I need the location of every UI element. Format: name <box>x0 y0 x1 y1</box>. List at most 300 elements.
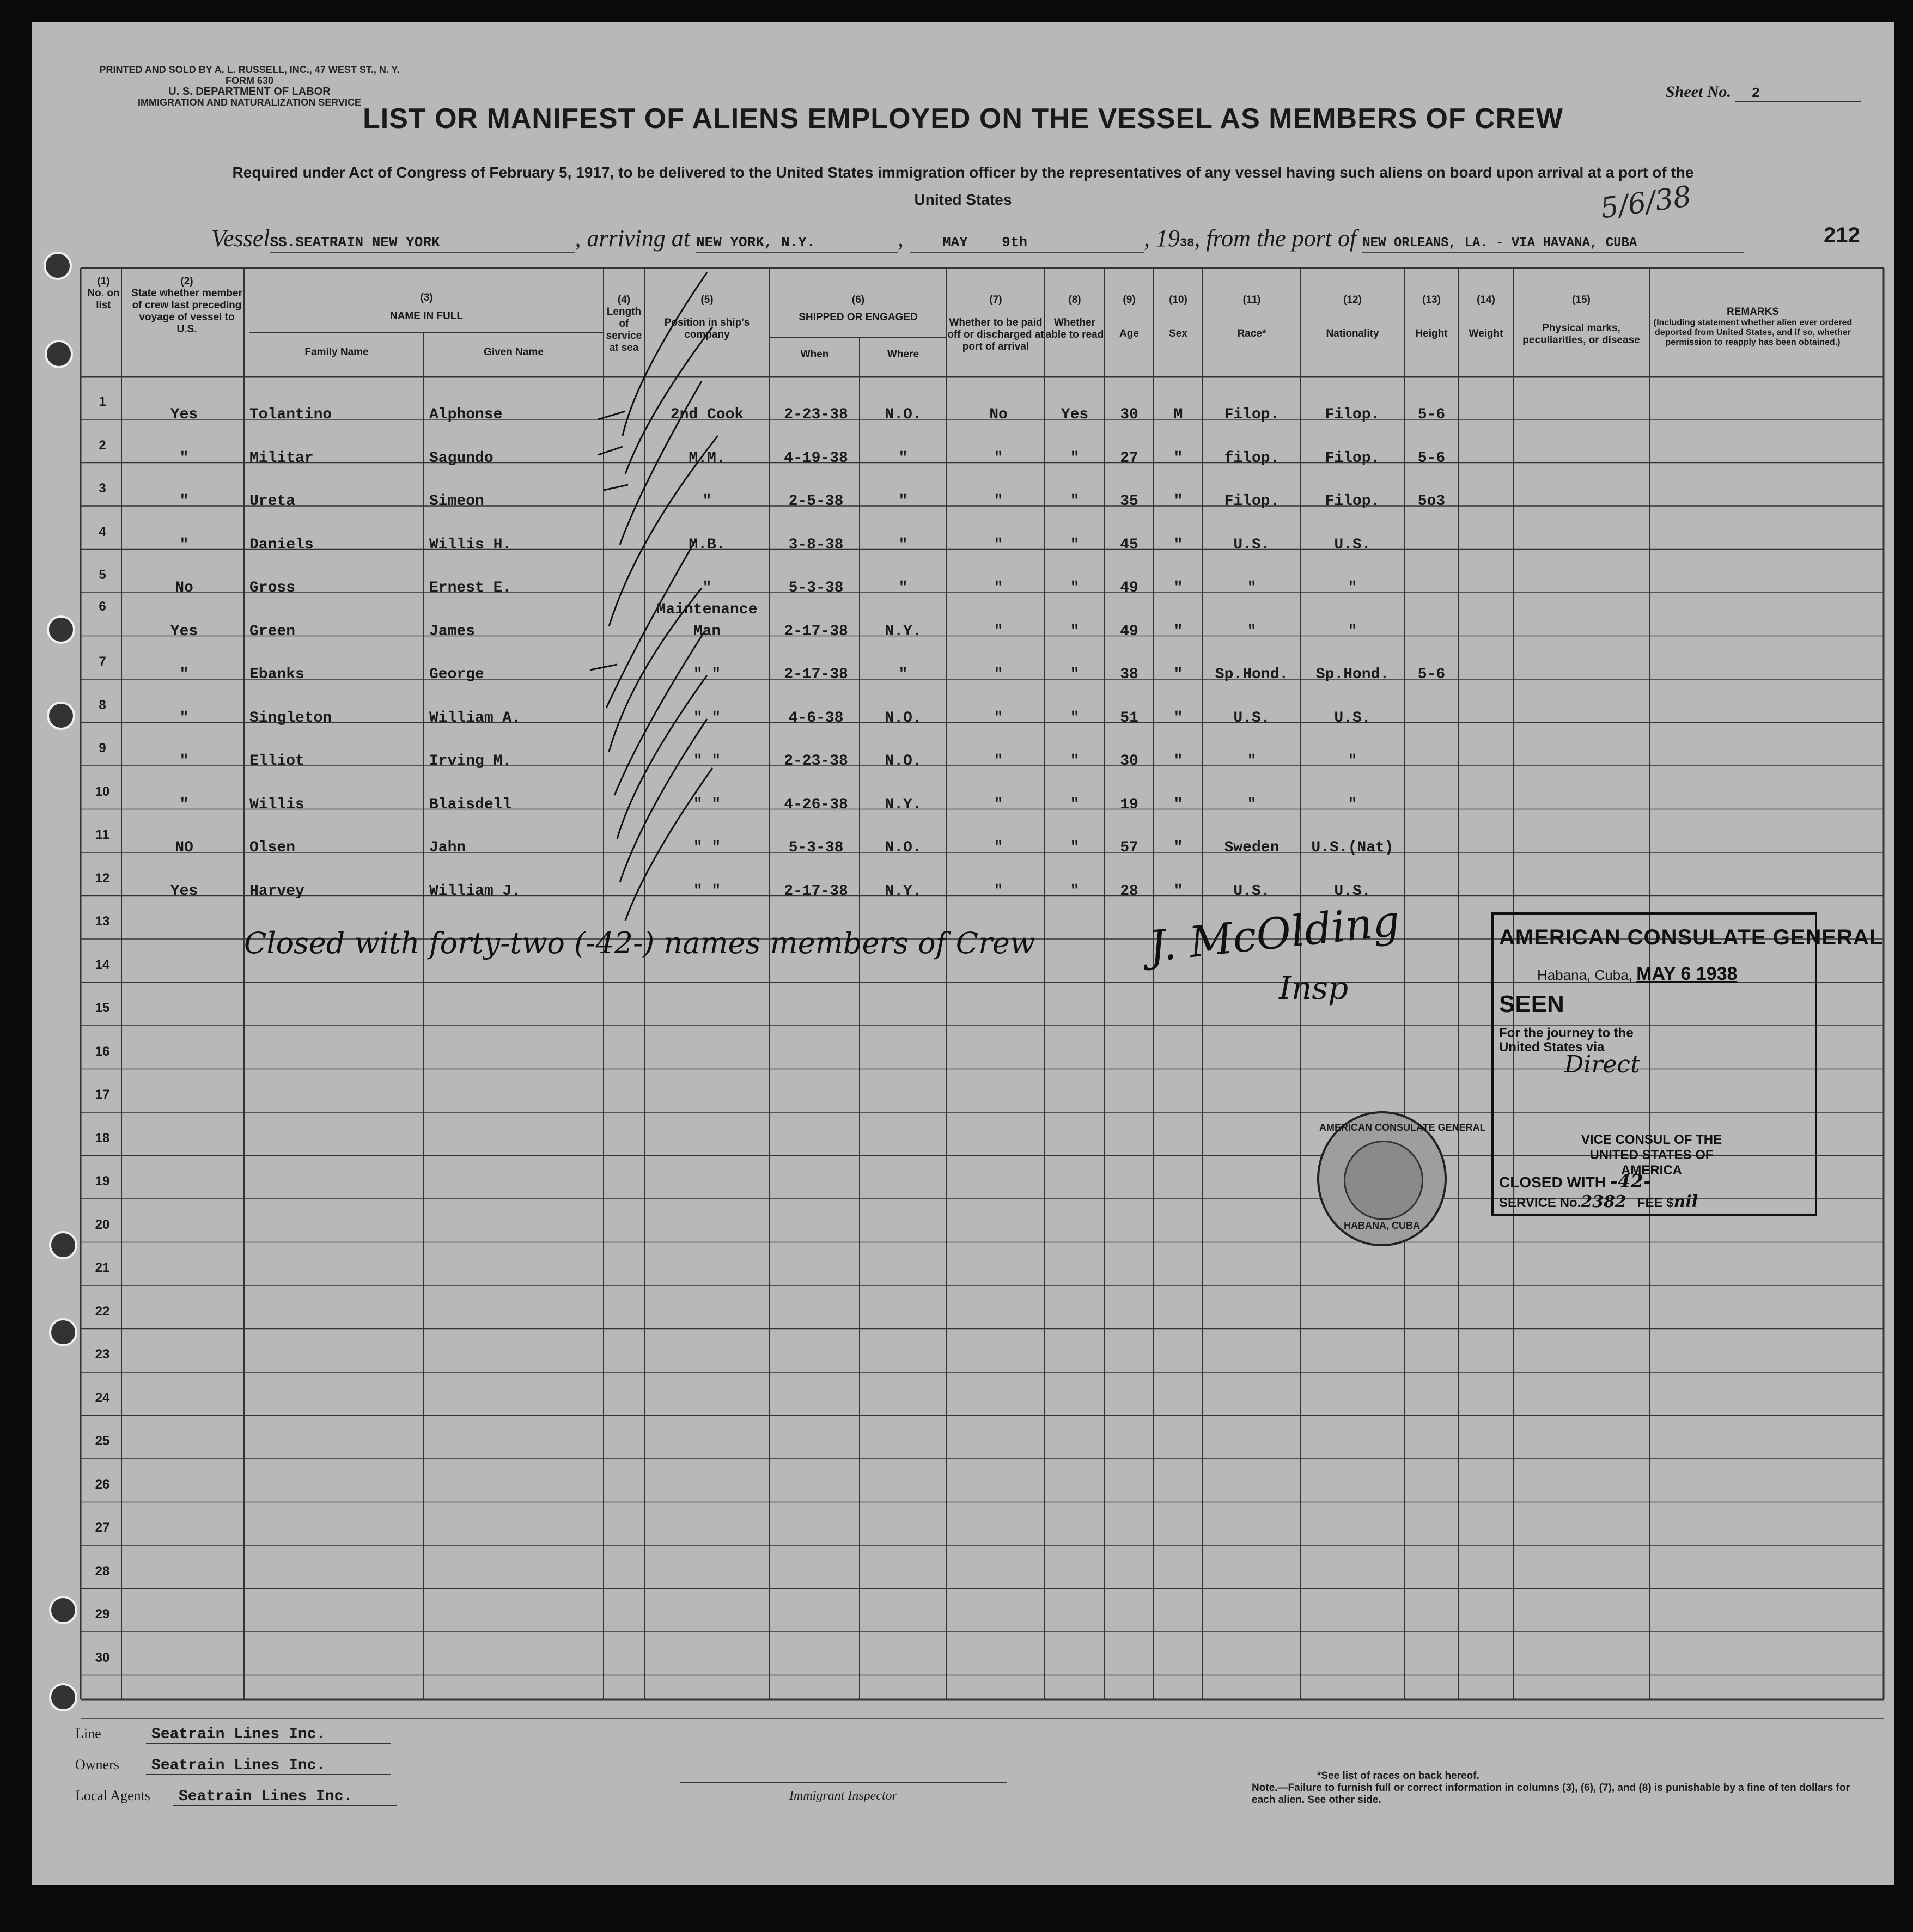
race-cell: " <box>1247 753 1257 770</box>
punch-hole <box>49 1596 77 1624</box>
family-cell: Ureta <box>249 493 296 510</box>
family-cell: Harvey <box>249 882 304 900</box>
where-cell: " <box>898 666 908 683</box>
remarks-header <box>1649 294 1856 348</box>
race-cell: Sp.Hond. <box>1215 666 1289 683</box>
punch-hole <box>47 615 75 644</box>
pos-cell: " <box>702 580 712 596</box>
read-cell: " <box>1070 449 1080 467</box>
sex-cell: " <box>1173 709 1183 727</box>
where-cell: N.O. <box>885 839 922 856</box>
paid-cell: " <box>994 839 1003 856</box>
race-cell: U.S. <box>1233 536 1270 553</box>
col-12-header <box>1301 294 1404 340</box>
stamp-place-date <box>1537 964 1737 985</box>
col-label: Whether able to read <box>1045 317 1104 340</box>
prev-cell: Yes <box>170 623 198 640</box>
row-number: 14 <box>95 957 110 972</box>
col-label: Weight <box>1469 328 1503 339</box>
col-14-header <box>1459 294 1513 340</box>
row-number: 10 <box>95 784 110 799</box>
fee-value: nil <box>1673 1192 1698 1211</box>
col-9-header <box>1105 294 1154 340</box>
col-label: Nationality <box>1326 328 1379 339</box>
col-number: (7) <box>989 294 1002 306</box>
paid-cell: No <box>989 406 1008 423</box>
where-cell: N.Y. <box>885 796 922 813</box>
where-cell: N.Y. <box>885 623 922 640</box>
pos-cell: " " <box>693 839 721 856</box>
race-note: *See list of races on back hereof. <box>1317 1770 1479 1782</box>
when-header: When <box>800 349 829 360</box>
age-cell: 49 <box>1120 580 1138 596</box>
read-cell: " <box>1070 882 1080 900</box>
page-subtitle: Required under Act of Congress of February 5, 1917, to be delivered to the United States immigration officer by the representatives of any vessel having such aliens on board upon arrival at a port of the United States <box>232 164 1694 208</box>
row-number: 17 <box>95 1087 110 1102</box>
where-cell: N.O. <box>885 709 922 727</box>
footer-agents-label: Local Agents <box>75 1788 150 1803</box>
col-number: (9) <box>1123 294 1136 306</box>
vessel-label: Vessel <box>211 225 270 252</box>
age-cell: 35 <box>1120 493 1138 510</box>
footer-agents <box>75 1788 397 1806</box>
col-7-header <box>947 294 1045 353</box>
family-cell: Daniels <box>249 536 314 553</box>
read-cell: " <box>1070 580 1080 596</box>
sex-cell: " <box>1173 796 1183 813</box>
pos-cell: " " <box>693 709 721 727</box>
family-cell: Singleton <box>249 709 332 727</box>
row-number: 28 <box>95 1563 110 1578</box>
read-cell: " <box>1070 753 1080 770</box>
col-label: Height <box>1415 328 1448 339</box>
given-cell: Willis H. <box>429 536 512 553</box>
family-cell: Militar <box>249 449 314 467</box>
consulate-stamp <box>1491 912 1884 1216</box>
where-header: Where <box>887 349 919 360</box>
race-cell: U.S. <box>1233 882 1270 900</box>
form-number: FORM 630 <box>225 75 274 86</box>
nat-cell: Filop. <box>1325 406 1380 423</box>
row-number: 22 <box>95 1303 110 1319</box>
age-cell: 30 <box>1120 406 1138 423</box>
stamp-service <box>1499 1192 1698 1211</box>
prev-cell: " <box>179 493 189 510</box>
nat-cell: U.S. <box>1334 709 1371 727</box>
stamp-vice-consul: VICE CONSUL OF THE UNITED STATES OF AMERICA <box>1581 1132 1722 1178</box>
pos-cell: " " <box>693 753 721 770</box>
race-cell: " <box>1247 623 1257 640</box>
arrival-day: 9th <box>1002 234 1028 251</box>
row-number: 21 <box>95 1260 110 1275</box>
arriving-port: NEW YORK, N.Y. <box>696 234 898 253</box>
row-number: 30 <box>95 1650 110 1665</box>
year-prefix: 19 <box>1155 225 1180 252</box>
remarks-instructions: (Including statement whether alien ever ordered deported from United States, and if so, whether permission to reapply has been obtained.) <box>1653 318 1853 347</box>
given-cell: Blaisdell <box>429 796 512 813</box>
col-number: (6) <box>851 294 865 306</box>
row-number: 13 <box>95 914 110 929</box>
year-suffix: 38 <box>1179 236 1195 250</box>
prev-cell: " <box>179 449 189 467</box>
row-number: 15 <box>95 1001 110 1015</box>
col-label: NAME IN FULL <box>389 310 464 322</box>
footer-agents-value: Seatrain Lines Inc. <box>173 1788 397 1806</box>
col-number: (3) <box>420 292 433 303</box>
pos-cell: " " <box>693 796 721 813</box>
row-number: 27 <box>95 1520 110 1535</box>
nat-cell: " <box>1348 623 1357 640</box>
stamp-place: Habana, Cuba, <box>1537 967 1632 983</box>
row-number: 5 <box>99 568 106 582</box>
race-cell: filop. <box>1224 449 1280 467</box>
prev-cell: Yes <box>170 882 198 900</box>
prev-cell: Yes <box>170 406 198 423</box>
pos-cell: 2nd Cook <box>670 406 744 423</box>
row-number: 4 <box>99 524 106 539</box>
when-cell: 2-23-38 <box>784 753 848 770</box>
prev-cell: " <box>179 709 189 727</box>
paid-cell: " <box>994 709 1003 727</box>
nat-cell: " <box>1348 753 1357 770</box>
col-number: (2) <box>180 276 193 287</box>
service-label: SERVICE No. <box>1499 1196 1581 1210</box>
col-label: Age <box>1119 328 1139 339</box>
age-cell: 30 <box>1120 753 1138 770</box>
given-cell: Simeon <box>429 493 484 510</box>
race-cell: Filop. <box>1224 406 1280 423</box>
family-cell: Willis <box>249 796 304 813</box>
given-cell: William A. <box>429 709 521 727</box>
col-label: Length of service at sea <box>606 306 642 354</box>
read-cell: " <box>1070 493 1080 510</box>
row-number: 29 <box>95 1607 110 1622</box>
nat-cell: Filop. <box>1325 493 1380 510</box>
family-cell: Tolantino <box>249 406 332 423</box>
given-cell: Alphonse <box>429 406 503 423</box>
row-number: 1 <box>99 394 106 409</box>
col-label: No. on list <box>87 288 120 311</box>
row-number: 7 <box>99 654 106 669</box>
col-number: (15) <box>1572 294 1591 306</box>
row-number: 6 <box>99 599 106 614</box>
sex-cell: " <box>1173 882 1183 900</box>
given-cell: Irving M. <box>429 753 512 770</box>
prev-cell: No <box>175 580 193 596</box>
when-cell: 2-17-38 <box>784 882 848 900</box>
when-cell: 4-19-38 <box>784 449 848 467</box>
paid-cell: " <box>994 796 1003 813</box>
where-cell: N.Y. <box>885 882 922 900</box>
col-number: (13) <box>1422 294 1441 306</box>
col-number: (5) <box>700 294 714 306</box>
row-number: 16 <box>95 1044 110 1059</box>
sheet-number-value: 2 <box>1735 85 1861 102</box>
prev-cell: " <box>179 536 189 553</box>
row-number: 23 <box>95 1347 110 1362</box>
col-2-header <box>130 276 244 336</box>
sex-cell: " <box>1173 449 1183 467</box>
paid-cell: " <box>994 493 1003 510</box>
row-number: 11 <box>95 827 109 842</box>
paid-cell: " <box>994 623 1003 640</box>
service-check-marks <box>590 272 718 921</box>
service-name: IMMIGRATION AND NATURALIZATION SERVICE <box>138 97 361 108</box>
height-cell: 5-6 <box>1417 406 1446 423</box>
race-cell: Sweden <box>1224 839 1280 856</box>
inspector-title: Insp <box>1279 970 1349 1007</box>
age-cell: 51 <box>1120 709 1138 727</box>
seal-top-text: AMERICAN CONSULATE GENERAL <box>1319 1122 1486 1133</box>
from-label: , from the port of <box>1194 225 1357 252</box>
race-cell: " <box>1247 796 1257 813</box>
paid-cell: " <box>994 580 1003 596</box>
vessel-line: VesselSS.SEATRAIN NEW YORK , arriving at NEW YORK, N.Y. , MAY 9th , 1938, from the port of NEW ORLEANS, LA. - VIA HAVANA, CUBA <box>211 224 1744 253</box>
sex-cell: " <box>1173 753 1183 770</box>
sex-cell: " <box>1173 666 1183 683</box>
row-number: 8 <box>99 697 106 712</box>
punch-hole <box>49 1318 77 1346</box>
height-cell: 5-6 <box>1417 666 1446 683</box>
nat-cell: Filop. <box>1325 449 1380 467</box>
punch-hole <box>45 340 73 368</box>
row-number: 24 <box>95 1390 110 1405</box>
inspector-label: Immigrant Inspector <box>789 1789 897 1803</box>
col-15-header <box>1513 294 1649 346</box>
when-cell: 4-26-38 <box>784 796 848 813</box>
read-cell: " <box>1070 623 1080 640</box>
given-cell: Sagundo <box>429 449 494 467</box>
row-number: 19 <box>95 1174 110 1189</box>
service-value: 2382 <box>1581 1192 1626 1211</box>
seal-bottom-text: HABANA, CUBA <box>1344 1220 1420 1231</box>
given-cell: Jahn <box>429 839 466 856</box>
stamp-via: Direct <box>1564 1051 1640 1078</box>
footer-line-value: Seatrain Lines Inc. <box>146 1726 391 1744</box>
when-cell: 2-17-38 <box>784 623 848 640</box>
read-cell: Yes <box>1061 406 1089 423</box>
penalty-note: Note.—Failure to furnish full or correct information in columns (3), (6), (7), and (8) is punishable by a fine of ten dollars for each alien. See other side. <box>1252 1782 1850 1806</box>
where-cell: " <box>898 536 908 553</box>
footer-owners-value: Seatrain Lines Inc. <box>146 1757 391 1775</box>
row-number: 25 <box>95 1434 110 1448</box>
pos-cell: M.M. <box>689 449 726 467</box>
sex-cell: " <box>1173 623 1183 640</box>
position-cell: Maintenance <box>656 601 758 618</box>
when-cell: 2-17-38 <box>784 666 848 683</box>
where-cell: " <box>898 449 908 467</box>
height-cell: 5-6 <box>1417 449 1446 467</box>
inspector-signature-line <box>680 1782 1007 1783</box>
row-number: 9 <box>99 741 106 755</box>
when-cell: 5-3-38 <box>788 839 844 856</box>
read-cell: " <box>1070 709 1080 727</box>
when-cell: 2-23-38 <box>784 406 848 423</box>
punch-hole <box>49 1683 77 1711</box>
given-cell: William J. <box>429 882 521 900</box>
family-cell: Olsen <box>249 839 296 856</box>
department-name: U. S. DEPARTMENT OF LABOR <box>168 86 331 97</box>
consulate-seal <box>1317 1111 1486 1246</box>
height-cell: 5o3 <box>1417 493 1446 510</box>
where-cell: N.O. <box>885 406 922 423</box>
arrival-month: MAY <box>942 234 968 251</box>
prev-cell: NO <box>175 839 193 856</box>
col-number: (14) <box>1477 294 1495 306</box>
col-number: (11) <box>1242 294 1261 306</box>
family-cell: Green <box>249 623 296 640</box>
paid-cell: " <box>994 536 1003 553</box>
pos-cell: " " <box>693 666 721 683</box>
col-10-header <box>1154 294 1203 340</box>
col-5-header <box>644 294 770 341</box>
sheet-number-label: Sheet No. <box>1666 83 1731 101</box>
punch-hole <box>47 702 75 730</box>
stamp-journey-text: For the journey to the United States via <box>1499 1026 1634 1055</box>
nat-cell: U.S.(Nat) <box>1311 839 1394 856</box>
family-cell: Elliot <box>249 753 304 770</box>
sex-cell: " <box>1173 493 1183 510</box>
family-name-header: Family Name <box>304 346 369 358</box>
row-number: 18 <box>95 1130 110 1145</box>
page-title: LIST OR MANIFEST OF ALIENS EMPLOYED ON THE VESSEL AS MEMBERS OF CREW <box>363 103 1563 135</box>
col-6-header <box>770 294 947 324</box>
sex-cell: " <box>1173 580 1183 596</box>
where-cell: " <box>898 580 908 596</box>
col-8-header <box>1045 294 1105 341</box>
given-cell: Ernest E. <box>429 580 512 596</box>
vessel-name: SS.SEATRAIN NEW YORK <box>270 234 575 253</box>
where-cell: N.O. <box>885 753 922 770</box>
nat-cell: " <box>1348 796 1357 813</box>
col-number: (10) <box>1169 294 1187 306</box>
col-number: (1) <box>97 276 110 287</box>
read-cell: " <box>1070 839 1080 856</box>
prev-cell: " <box>179 753 189 770</box>
sex-cell: " <box>1173 536 1183 553</box>
col-label: REMARKS <box>1726 306 1780 318</box>
handwritten-date: 5/6/38 <box>1598 180 1693 225</box>
row-number: 2 <box>99 437 106 453</box>
page-number: 212 <box>1824 223 1860 247</box>
arriving-label: , arriving at <box>575 225 690 252</box>
paid-cell: " <box>994 666 1003 683</box>
inspector-signature: J. McOlding <box>1146 897 1402 972</box>
age-cell: 28 <box>1120 882 1138 900</box>
paid-cell: " <box>994 753 1003 770</box>
given-cell: James <box>429 623 476 640</box>
eagle-emblem-icon <box>1344 1141 1423 1220</box>
age-cell: 45 <box>1120 536 1138 553</box>
handwritten-closing-note: Closed with forty-two (-42-) names members of Crew <box>244 926 1035 960</box>
age-cell: 49 <box>1120 623 1138 640</box>
col-label: Sex <box>1169 328 1187 339</box>
punch-hole <box>44 252 72 280</box>
row-number: 20 <box>95 1217 110 1232</box>
footer-line <box>75 1726 391 1744</box>
age-cell: 38 <box>1120 666 1138 683</box>
sex-cell: " <box>1173 839 1183 856</box>
nat-cell: " <box>1348 580 1357 596</box>
col-11-header <box>1203 294 1301 340</box>
col-1-header <box>86 276 121 312</box>
row-number: 26 <box>95 1477 110 1492</box>
printer-line: PRINTED AND SOLD BY A. L. RUSSELL, INC., 47 WEST ST., N. Y. <box>99 64 400 75</box>
pos-cell: Man <box>693 623 721 640</box>
nat-cell: Sp.Hond. <box>1315 666 1390 683</box>
family-cell: Ebanks <box>249 666 304 683</box>
col-13-header <box>1404 294 1459 340</box>
pos-cell: " " <box>693 882 721 900</box>
from-port: NEW ORLEANS, LA. - VIA HAVANA, CUBA <box>1362 236 1744 253</box>
col-label: SHIPPED OR ENGAGED <box>799 312 918 323</box>
stamp-date: MAY 6 1938 <box>1636 964 1738 984</box>
race-cell: U.S. <box>1233 709 1270 727</box>
nat-cell: U.S. <box>1334 536 1371 553</box>
punch-hole <box>49 1231 77 1259</box>
col-number: (4) <box>617 294 631 306</box>
footer-line-label: Line <box>75 1726 101 1741</box>
closed-with-value: -42- <box>1610 1171 1652 1192</box>
given-name-header: Given Name <box>484 346 544 358</box>
read-cell: " <box>1070 536 1080 553</box>
race-cell: Filop. <box>1224 493 1280 510</box>
col-label: Race* <box>1237 328 1266 339</box>
paid-cell: " <box>994 882 1003 900</box>
when-cell: 3-8-38 <box>788 536 844 553</box>
sex-cell: M <box>1173 406 1183 423</box>
race-cell: " <box>1247 580 1257 596</box>
nat-cell: U.S. <box>1334 882 1371 900</box>
col-number: (12) <box>1343 294 1362 306</box>
footer-owners <box>75 1757 391 1775</box>
age-cell: 19 <box>1120 796 1138 813</box>
prev-cell: " <box>179 796 189 813</box>
when-cell: 2-5-38 <box>788 493 844 510</box>
col-label: Whether to be paid off or discharged at port of arrival <box>947 317 1044 352</box>
read-cell: " <box>1070 666 1080 683</box>
col-3-header <box>249 292 604 322</box>
given-cell: George <box>429 666 484 683</box>
stamp-seen: SEEN <box>1499 991 1564 1017</box>
col-label: Physical marks, peculiarities, or disease <box>1522 322 1640 346</box>
col-4-header <box>604 294 644 354</box>
manifest-sheet <box>32 22 1894 1885</box>
col-number: (8) <box>1068 294 1081 306</box>
stamp-heading: AMERICAN CONSULATE GENERAL <box>1499 925 1884 949</box>
age-cell: 57 <box>1120 839 1138 856</box>
where-cell: " <box>898 493 908 510</box>
pos-cell: M.B. <box>689 536 726 553</box>
footer-note <box>1252 1770 1862 1806</box>
pos-cell: " <box>702 493 712 510</box>
when-cell: 4-6-38 <box>788 709 844 727</box>
row-number: 3 <box>99 481 106 496</box>
family-cell: Gross <box>249 580 296 596</box>
col-label: Position in ship's company <box>664 317 750 340</box>
when-cell: 5-3-38 <box>788 580 844 596</box>
row-number: 12 <box>95 870 110 886</box>
prev-cell: " <box>179 666 189 683</box>
paid-cell: " <box>994 449 1003 467</box>
fee-label: FEE $ <box>1637 1196 1674 1210</box>
col-label: State whether member of crew last preceding voyage of vessel to U.S. <box>131 288 242 335</box>
stamp-closed-with <box>1499 1171 1651 1192</box>
closed-with-label: CLOSED WITH <box>1499 1174 1606 1191</box>
footer-owners-label: Owners <box>75 1757 119 1772</box>
age-cell: 27 <box>1120 449 1138 467</box>
read-cell: " <box>1070 796 1080 813</box>
